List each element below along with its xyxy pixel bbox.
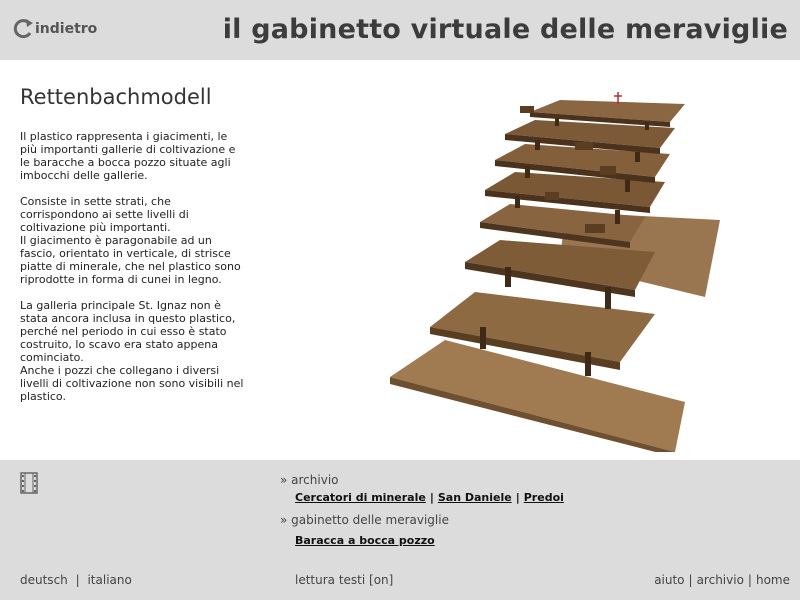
footer-nav — [654, 573, 790, 587]
header-bar — [0, 0, 800, 60]
footer-bar — [0, 460, 800, 600]
archive-heading: » archivio — [280, 473, 339, 487]
film-icon[interactable] — [20, 472, 38, 494]
description-paragraph: Il plastico rappresenta i giacimenti, le più importanti gallerie di coltivazione e le baracche a bocca pozzo situate agli imbocchi delle gallerie. — [20, 130, 236, 182]
content-area — [0, 60, 800, 460]
cabinet-heading: » gabinetto delle meraviglie — [280, 513, 449, 527]
wooden-mine-model-image — [385, 92, 725, 452]
site-title: il gabinetto virtuale delle meraviglie — [222, 14, 788, 45]
separator: | — [429, 491, 434, 504]
lang-italiano[interactable]: italiano — [87, 573, 132, 587]
separator: | — [747, 573, 752, 587]
link-baracca-a-bocca-pozzo[interactable]: Baracca a bocca pozzo — [295, 534, 435, 547]
page-title: Rettenbachmodell — [20, 85, 212, 109]
separator: | — [688, 573, 693, 587]
back-label[interactable]: indietro — [35, 21, 98, 37]
back-arrow-icon — [12, 18, 34, 40]
nav-home[interactable]: home — [755, 573, 790, 587]
link-predoi[interactable]: Predoi — [523, 491, 564, 504]
reading-toggle[interactable]: lettura testi [on] — [295, 573, 394, 587]
separator: | — [75, 573, 80, 587]
description-paragraph: La galleria principale St. Ignaz non è stata ancora inclusa in questo plastico, perché nel periodo in cui esso è stato costruito, lo scavo era stato appena cominciato. Anche i pozzi che collegano i diversi livelli di coltivazione non sono visibili nel plastico. — [20, 299, 244, 403]
description-text — [20, 130, 245, 416]
description-paragraph: Consiste in sette strati, che corrispondono ai sette livelli di coltivazione più importanti. Il giacimento è paragonabile ad un fascio, orientato in verticale, di strisce piatte di minerale, che nel plastico sono riprodotte in forma di cunei in legno. — [20, 195, 241, 286]
nav-aiuto[interactable]: aiuto — [654, 573, 685, 587]
language-switcher — [20, 573, 132, 587]
lang-deutsch[interactable]: deutsch — [20, 573, 68, 587]
link-cercatori-di-minerale[interactable]: Cercatori di minerale — [295, 491, 426, 504]
separator: | — [515, 491, 520, 504]
nav-archivio[interactable]: archivio — [696, 573, 744, 587]
cabinet-links — [295, 534, 435, 547]
link-san-daniele[interactable]: San Daniele — [437, 491, 512, 504]
back-button[interactable] — [12, 18, 97, 40]
archive-links — [295, 491, 564, 504]
